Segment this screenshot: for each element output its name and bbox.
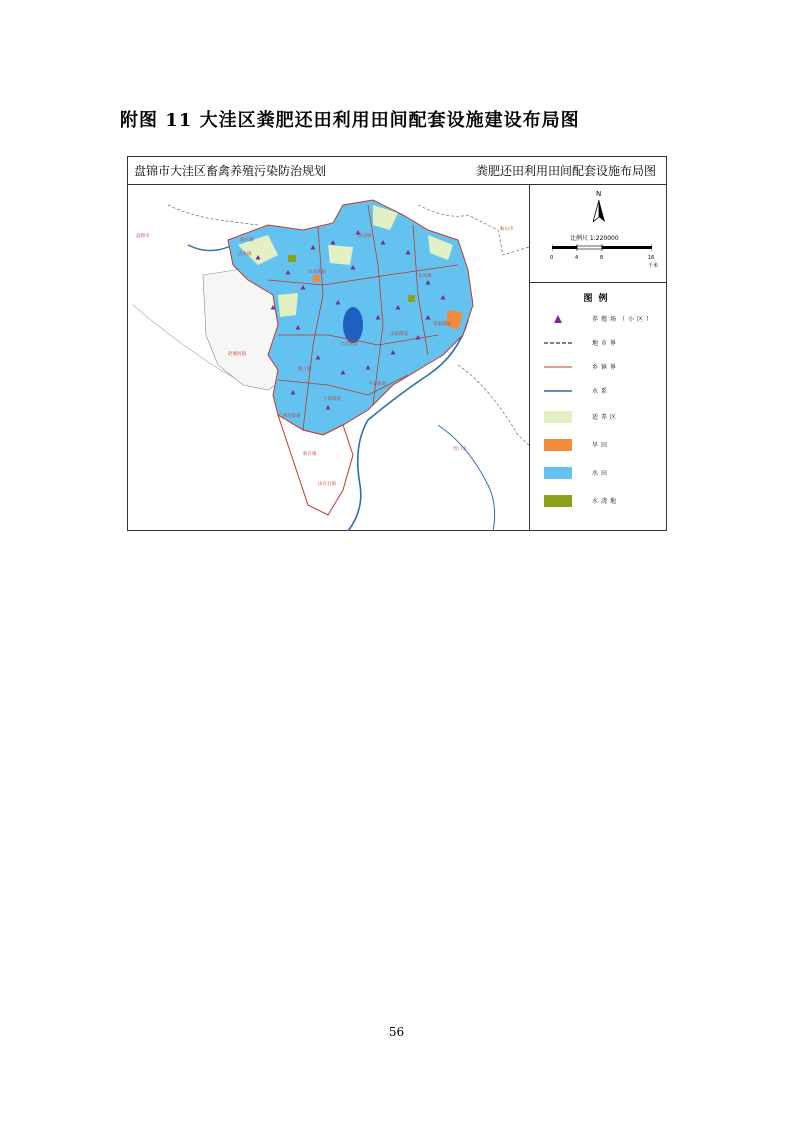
scale-unit: 千米 [648,263,659,269]
legend-item-farm [530,313,667,327]
legend-item-dry-field [530,439,667,453]
dry-field-2 [313,275,320,282]
legend-item-irrigated [530,495,667,509]
city-boundary-west [168,205,258,225]
town-label: 新立镇 [298,367,312,372]
town-label: 田庄台镇 [318,482,336,487]
river-south [438,425,495,531]
line-icon [544,361,572,373]
dash-line-icon [544,337,572,349]
page-number: 56 [388,1025,405,1039]
suitable-zone-5 [328,245,353,265]
town-label: 唐家街道 [433,322,451,327]
town-label: 赵圈河镇 [228,352,246,357]
legend-label: 乡镇界 [592,364,620,371]
north-arrow-icon [593,200,605,224]
scale-text: 比例尺 1:220000 [570,235,619,242]
legend-label: 地市界 [592,340,620,347]
legend-item-paddy [530,467,667,481]
scale-tick: 8 [600,255,604,261]
town-label: 东风镇 [418,274,432,279]
map-frame [127,156,667,531]
line-icon [544,385,572,397]
north-scale-box [530,185,667,283]
map-canvas [128,185,529,531]
north-label: N [596,190,602,198]
neighbor-label: 盘锦市 [136,234,150,239]
fill-swatch-icon [544,495,572,507]
town-label: 王家街道 [323,397,341,402]
town-label: 新兴镇 [240,238,254,243]
legend-item-town-boundary [530,361,667,375]
town-label: 清水镇 [238,252,252,257]
legend-title: 图例 [583,294,614,304]
triangle-icon [544,313,572,325]
town-label: 荣兴街道 [308,270,326,275]
irrigated-field-1 [288,255,296,262]
map-header [128,157,666,185]
fill-swatch-icon [544,467,572,479]
legend-item-water [530,385,667,399]
neighbor-label: 鞍山市 [500,227,514,232]
map-header-right: 粪肥还田利用田间配套设施布局图 [475,164,656,178]
irrigated-field-2 [408,295,415,302]
legend-label: 养殖场（小区） [592,316,656,323]
fill-swatch-icon [544,411,572,423]
town-label: 平安街道 [368,382,386,387]
town-label: 西安镇 [358,234,372,239]
suitable-zone-4 [278,293,298,317]
city-boundary-south [458,365,529,445]
side-panel [529,185,667,531]
scale-tick: 16 [648,255,655,261]
legend-label: 水浇地 [592,498,620,505]
central-lake [343,307,363,343]
town-label: 田家街道 [390,332,408,337]
scale-tick: 0 [550,255,554,261]
neighbor-label: 营口市 [453,447,467,452]
map-header-left: 盘锦市大洼区畜禽养殖污染防治规划 [134,164,327,178]
town-label: 大洼街道 [340,342,358,347]
fill-swatch-icon [544,439,572,451]
scale-bar-icon [552,243,652,253]
legend-label: 水田 [592,470,611,477]
town-label: 二界沟街道 [278,414,301,419]
figure-title: 附图 11 大洼区粪肥还田利用田间配套设施建设布局图 [120,110,580,131]
town-label: 新开镇 [303,452,317,457]
legend-label: 水系 [592,388,611,395]
legend-item-city-boundary [530,337,667,351]
legend-label: 适养区 [592,414,620,421]
map-area [128,185,529,531]
legend-label: 旱田 [592,442,611,449]
legend-item-suitable [530,411,667,425]
scale-tick: 4 [575,255,579,261]
